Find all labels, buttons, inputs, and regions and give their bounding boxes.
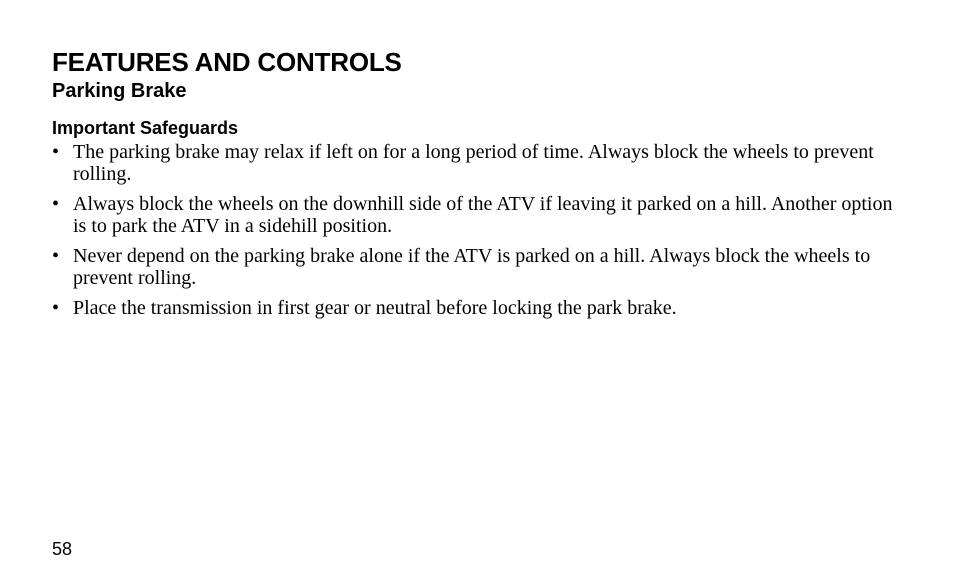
safeguards-list — [52, 141, 902, 319]
bullet-icon: • — [52, 297, 60, 319]
safeguards-heading: Important Safeguards — [52, 118, 239, 138]
bullet-icon: • — [52, 193, 60, 215]
list-item — [52, 193, 902, 237]
manual-page — [52, 46, 902, 327]
list-item-text: Always block the wheels on the downhill side of the ATV if leaving it parked on a hill. Another option is to park the ATV in a sidehill position. — [73, 193, 893, 237]
list-item-text: Place the transmission in first gear or neutral before locking the park brake. — [73, 297, 677, 319]
list-item — [52, 245, 902, 289]
list-item — [52, 141, 902, 185]
list-item-text: Never depend on the parking brake alone if the ATV is parked on a hill. Always block the wheels to prevent rolling. — [73, 245, 871, 289]
list-item — [52, 297, 902, 319]
bullet-icon: • — [52, 141, 60, 163]
bullet-icon: • — [52, 245, 60, 267]
subsection-title: Parking Brake — [52, 80, 187, 102]
page-number: 58 — [52, 539, 73, 559]
list-item-text: The parking brake may relax if left on for a long period of time. Always block the wheels to prevent rolling. — [73, 141, 874, 185]
section-title: FEATURES AND CONTROLS — [52, 47, 402, 77]
